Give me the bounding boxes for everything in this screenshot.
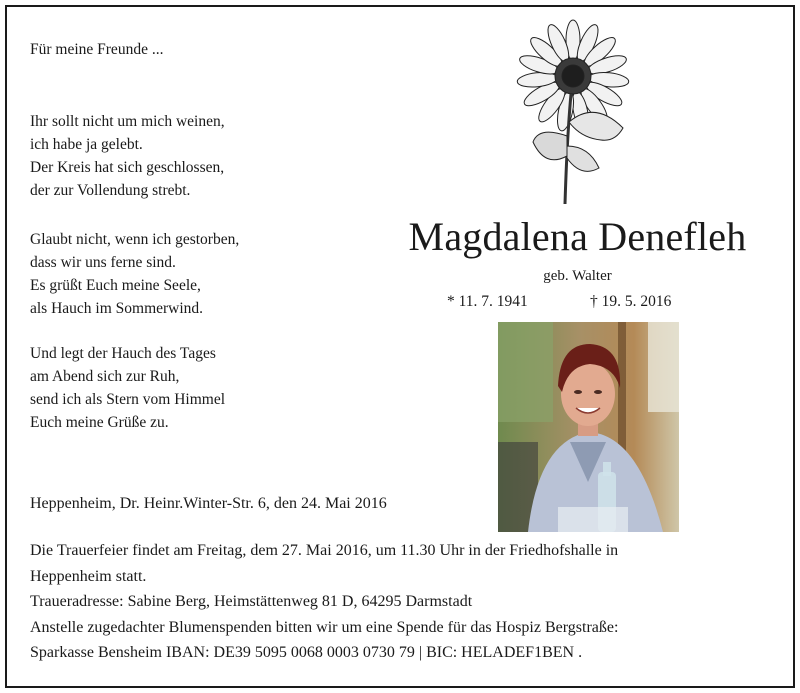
poem-stanza-2 [30, 228, 239, 320]
deceased-name: Magdalena Denefleh [408, 214, 747, 259]
poem-line: am Abend sich zur Ruh, [30, 368, 180, 385]
funeral-details [30, 538, 618, 666]
place-date-line: Heppenheim, Dr. Heinr.Winter-Str. 6, den 24. Mai 2016 [30, 495, 387, 512]
death-date: † 19. 5. 2016 [590, 293, 672, 310]
poem-intro [30, 38, 163, 61]
poem-line: der zur Vollendung strebt. [30, 182, 191, 199]
sunflower-icon [515, 18, 635, 206]
details-line: Anstelle zugedachter Blumenspenden bitten wir um eine Spende für das Hospiz Bergstraße: [30, 618, 619, 636]
poem-stanza-3 [30, 342, 225, 434]
poem-line: Und legt der Hauch des Tages [30, 345, 216, 362]
birth-date: * 11. 7. 1941 [447, 293, 528, 310]
details-line: Die Trauerfeier findet am Freitag, dem 27. Mai 2016, um 11.30 Uhr in der Friedhofshalle in [30, 542, 619, 559]
poem-line: als Hauch im Sommerwind. [30, 300, 204, 317]
poem-line: Es grüßt Euch meine Seele, [30, 277, 201, 294]
poem-line: ich habe ja gelebt. [30, 136, 143, 153]
poem-stanza-1 [30, 110, 225, 202]
poem-intro-line: Für meine Freunde ... [30, 41, 164, 58]
poem-line: dass wir uns ferne sind. [30, 254, 176, 271]
poem-line: Der Kreis hat sich geschlossen, [30, 159, 225, 176]
poem-line: Glaubt nicht, wenn ich gestorben, [30, 231, 240, 248]
poem-line: Ihr sollt nicht um mich weinen, [30, 113, 225, 130]
details-line: Traueradresse: Sabine Berg, Heimstättenweg 81 D, 64295 Darmstadt [30, 593, 473, 610]
poem-line: Euch meine Grüße zu. [30, 414, 169, 431]
portrait-photo [498, 322, 679, 532]
details-line: Sparkasse Bensheim IBAN: DE39 5095 0068 0003 0730 79 | BIC: HELADEF1BEN . [30, 644, 583, 661]
maiden-name: geb. Walter [543, 268, 612, 284]
poem-line: send ich als Stern vom Himmel [30, 391, 226, 408]
details-line: Heppenheim statt. [30, 567, 147, 585]
